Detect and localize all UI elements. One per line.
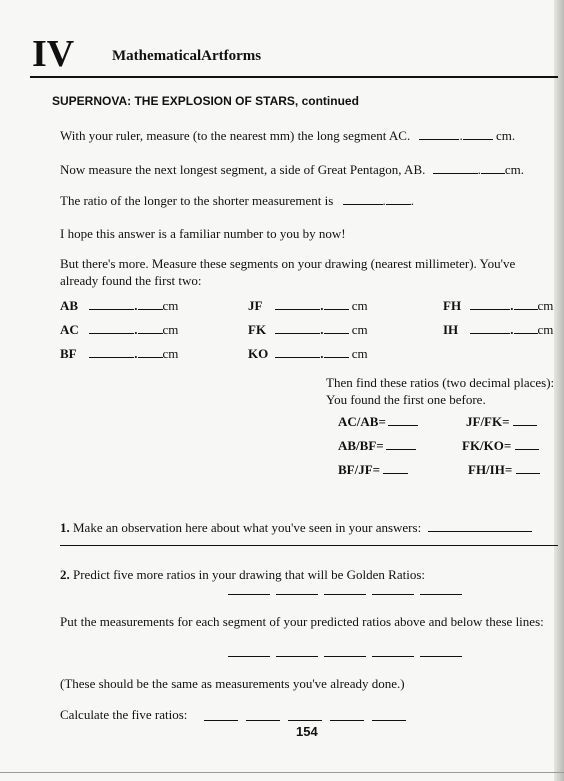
segment-blank-decimal[interactable]: [324, 298, 349, 310]
measurement-blank[interactable]: [420, 656, 462, 657]
section-title: SUPERNOVA: THE EXPLOSION OF STARS, continued: [52, 94, 359, 108]
ratio-answer[interactable]: [513, 414, 537, 426]
segment-blank-decimal[interactable]: [138, 298, 163, 310]
segment-row: IH . cm: [443, 322, 554, 337]
more-paragraph: But there's more. Measure these segments on your drawing (nearest millimeter). You've already found the first two:: [60, 256, 516, 288]
prediction-blank[interactable]: [372, 594, 414, 595]
put-measurements-text: Put the measurements for each segment of your predicted ratios above and below these lines:: [60, 614, 544, 629]
ratio-answer[interactable]: [386, 438, 416, 450]
calculate-blank[interactable]: [372, 720, 406, 721]
ratio-label: FH/IH=: [468, 462, 513, 477]
measure-ac-text: With your ruler, measure (to the nearest mm) the long segment AC.: [60, 128, 411, 143]
segment-blank-decimal[interactable]: [138, 346, 163, 358]
question-1-text: Make an observation here about what you've seen in your answers:: [73, 520, 422, 535]
ratio-label: JF/FK=: [466, 414, 510, 429]
segment-blank-decimal[interactable]: [514, 298, 538, 310]
segment-row: AB . cm: [60, 298, 179, 313]
ac-blank-whole[interactable]: [419, 128, 459, 140]
calculate-blank[interactable]: [246, 720, 280, 721]
ratio-blank-decimal[interactable]: [386, 193, 411, 205]
calculate-text: Calculate the five ratios:: [60, 707, 188, 722]
segment-blank[interactable]: [470, 322, 510, 334]
calculate-blank[interactable]: [288, 720, 322, 721]
segment-blank-decimal[interactable]: [514, 322, 538, 334]
segment-blank-decimal[interactable]: [138, 322, 163, 334]
ratio-item: [466, 414, 537, 430]
measurement-blank[interactable]: [228, 656, 270, 657]
segment-blank-decimal[interactable]: [324, 346, 349, 358]
ratio-item: [338, 414, 418, 430]
chapter-rule: [30, 76, 558, 78]
prediction-blank[interactable]: [276, 594, 318, 595]
segment-unit: cm: [162, 322, 179, 337]
observation-line[interactable]: [60, 545, 558, 546]
segment-label: KO: [248, 346, 269, 361]
segment-blank[interactable]: [275, 346, 320, 358]
ac-blank-decimal[interactable]: [463, 128, 493, 140]
segment-blank[interactable]: [275, 322, 320, 334]
segment-label: JF: [248, 298, 263, 313]
segment-blank[interactable]: [470, 298, 510, 310]
ratio-label: FK/KO=: [462, 438, 512, 453]
prediction-blank[interactable]: [324, 594, 366, 595]
segment-label: IH: [443, 322, 459, 337]
question-1: [60, 520, 532, 536]
same-as-note: (These should be the same as measurements you've already done.): [60, 676, 405, 691]
question-2: [60, 567, 425, 583]
ab-unit: cm.: [504, 162, 524, 177]
calculate-blank[interactable]: [204, 720, 238, 721]
segment-row: JF . cm: [248, 298, 368, 313]
bottom-rule: [0, 772, 564, 773]
segment-unit: cm: [537, 322, 554, 337]
segment-label: AC: [60, 322, 79, 337]
ratio-item: [468, 462, 540, 478]
segment-unit: cm: [351, 298, 368, 313]
segment-label: FK: [248, 322, 267, 337]
measurement-blank[interactable]: [324, 656, 366, 657]
chapter-number: IV: [32, 33, 75, 75]
ratio-label: AB/BF=: [338, 438, 384, 453]
question-1-number: 1.: [60, 520, 70, 535]
measure-side-line: Now measure the next longest segment, a side of Great Pentagon, AB. . cm.: [60, 162, 524, 177]
ratio-blank-whole[interactable]: [343, 193, 383, 205]
calculate-line: [60, 707, 187, 723]
segment-label: AB: [60, 298, 79, 313]
measurement-blank[interactable]: [372, 656, 414, 657]
ratios-intro: Then find these ratios (two decimal places): You found the first one before.: [326, 375, 555, 407]
ratio-answer[interactable]: [383, 462, 408, 474]
ratio-answer[interactable]: [516, 462, 540, 474]
calculate-blank[interactable]: [330, 720, 364, 721]
ratio-item: [338, 462, 408, 478]
ac-unit: cm.: [495, 128, 516, 143]
segment-unit: cm: [162, 346, 179, 361]
segment-unit: cm: [162, 298, 179, 313]
segment-label: FH: [443, 298, 462, 313]
ratio-answer[interactable]: [388, 414, 418, 426]
segment-row: BF . cm: [60, 346, 179, 361]
segment-row: FK . cm: [248, 322, 368, 337]
observation-blank[interactable]: [428, 520, 532, 532]
ratio-text: The ratio of the longer to the shorter measurement is: [60, 193, 334, 208]
segment-row: AC . cm: [60, 322, 179, 337]
familiar-line: I hope this answer is a familiar number to you by now!: [60, 226, 346, 241]
measure-ac-line: With your ruler, measure (to the nearest mm) the long segment AC. . cm.: [60, 128, 516, 143]
ratio-item: [338, 438, 416, 454]
question-2-text: Predict five more ratios in your drawing that will be Golden Ratios:: [73, 567, 426, 582]
segment-blank[interactable]: [89, 346, 134, 358]
segment-unit: cm: [537, 298, 554, 313]
segment-blank[interactable]: [89, 298, 134, 310]
segment-label: BF: [60, 346, 77, 361]
ab-blank-whole[interactable]: [433, 162, 478, 174]
measurement-blank[interactable]: [276, 656, 318, 657]
prediction-blank[interactable]: [420, 594, 462, 595]
measure-side-text: Now measure the next longest segment, a side of Great Pentagon, AB.: [60, 162, 426, 177]
segment-unit: cm: [351, 322, 368, 337]
ratio-answer[interactable]: [515, 438, 539, 450]
ratio-label: AC/AB=: [338, 414, 386, 429]
chapter-title: MathematicalArtforms: [112, 48, 262, 64]
ratio-label: BF/JF=: [338, 462, 381, 477]
segment-row: FH . cm: [443, 298, 554, 313]
segment-unit: cm: [351, 346, 368, 361]
segment-row: KO . cm: [248, 346, 368, 361]
question-2-number: 2.: [60, 567, 70, 582]
ratio-item: [462, 438, 539, 454]
segment-blank[interactable]: [275, 298, 320, 310]
page-number: 154: [296, 724, 318, 739]
segment-blank-decimal[interactable]: [324, 322, 349, 334]
ab-blank-decimal[interactable]: [481, 162, 505, 174]
prediction-blank[interactable]: [228, 594, 270, 595]
segment-blank[interactable]: [89, 322, 134, 334]
ratio-line: The ratio of the longer to the shorter measurement is . .: [60, 193, 415, 208]
